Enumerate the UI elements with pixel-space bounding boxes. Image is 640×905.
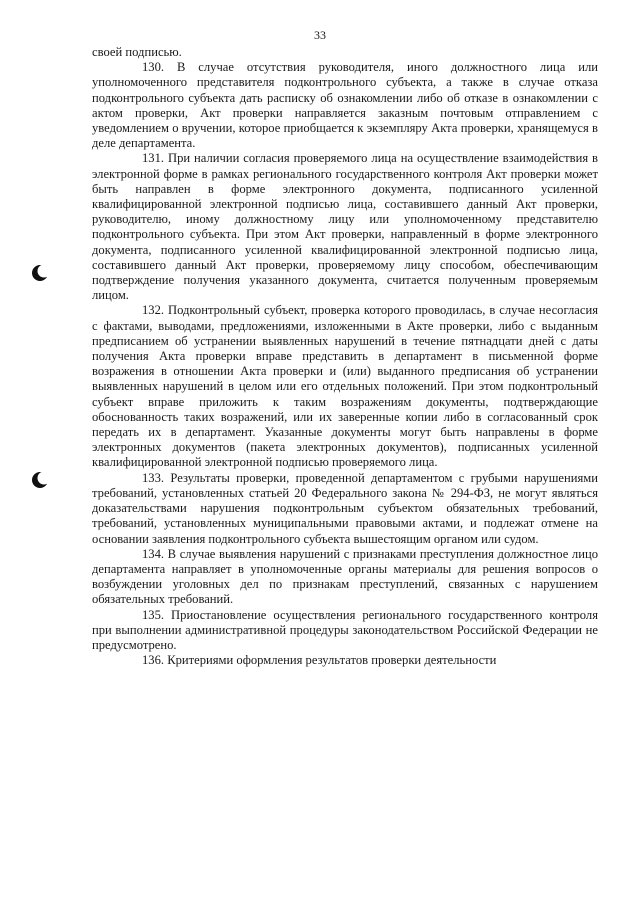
paragraph-131: 131. При наличии согласия проверяемого лица на осуществление взаимодействия в электронной форме в рамках регионального государственного контроля Акт проверки может быть направлен в форме электронного документа, подписанного усиленной квалифицированной электронной подписью лица, составившего данный Акт проверки, руководителю, иному должностному лицу или уполномоченному представителю подконтрольного субъекта. При этом Акт проверки, направленный в форме электронного документа, подписанного усиленной квалифицированной электронной подписью лица, составившего данный Акт проверки, проверяемому лицу способом, обеспечивающим подтверждение получения указанного документа, считается полученным проверяемым лицом. (92, 151, 598, 303)
paragraph-135: 135. Приостановление осуществления регионального государственного контроля при выполнении административной процедуры законодательством Российской Федерации не предусмотрено. (92, 607, 598, 652)
document-body (92, 45, 598, 668)
paragraph-132: 132. Подконтрольный субъект, проверка которого проводилась, в случае несогласия с фактами, выводами, предложениями, изложенными в Акте проверки, либо с выданным предписанием об устранении выявленных нарушений в течение пятнадцати дней с даты получения Акта проверки вправе представить в департамент в письменной форме возражения в отношении Акта проверки и (или) выданного предписания об устранении выявленных нарушений в целом или его отдельных положений. При этом подконтрольный субъект вправе приложить к таким возражениям документы, подтверждающие обоснованность таких возражений, или их заверенные копии либо в согласованный срок передать их в департамент. Указанные документы могут быть направлены в форме электронных документов (пакета электронных документов), подписанных усиленной квалифицированной электронной подписью проверяемого лица. (92, 303, 598, 470)
paragraph-136: 136. Критериями оформления результатов проверки деятельности (142, 653, 497, 668)
page-number: 33 (314, 28, 326, 42)
punch-hole-mark (30, 470, 50, 490)
paragraph-133: 133. Результаты проверки, проведенной департаментом с грубыми нарушениями требований, установленных статьей 20 Федерального закона № 294-ФЗ, не могут являться доказательствами нарушения подконтрольным субъектом обязательных требований, требований, установленных муниципальными правовыми актами, и подлежат отмене на основании заявления подконтрольного субъекта вышестоящим органом или судом. (92, 470, 598, 546)
paragraph-130: 130. В случае отсутствия руководителя, иного должностного лица или уполномоченного представителя подконтрольного субъекта, а также в случае отказа подконтрольного субъекта дать расписку об ознакомлении либо об отказе в ознакомлении с актом проверки, Акт проверки направляется заказным почтовым отправлением с уведомлением о вручении, которое приобщается к экземпляру Акта проверки, хранящемуся в деле департамента. (92, 60, 598, 151)
paragraph-continuation: своей подписью. (92, 45, 182, 59)
punch-hole-mark (30, 263, 50, 283)
paragraph-134: 134. В случае выявления нарушений с признаками преступления должностное лицо департамента направляет в уполномоченные органы материалы для решения вопросов о возбуждении уголовных дел по признакам преступлений, связанных с нарушением обязательных требований. (92, 546, 598, 607)
